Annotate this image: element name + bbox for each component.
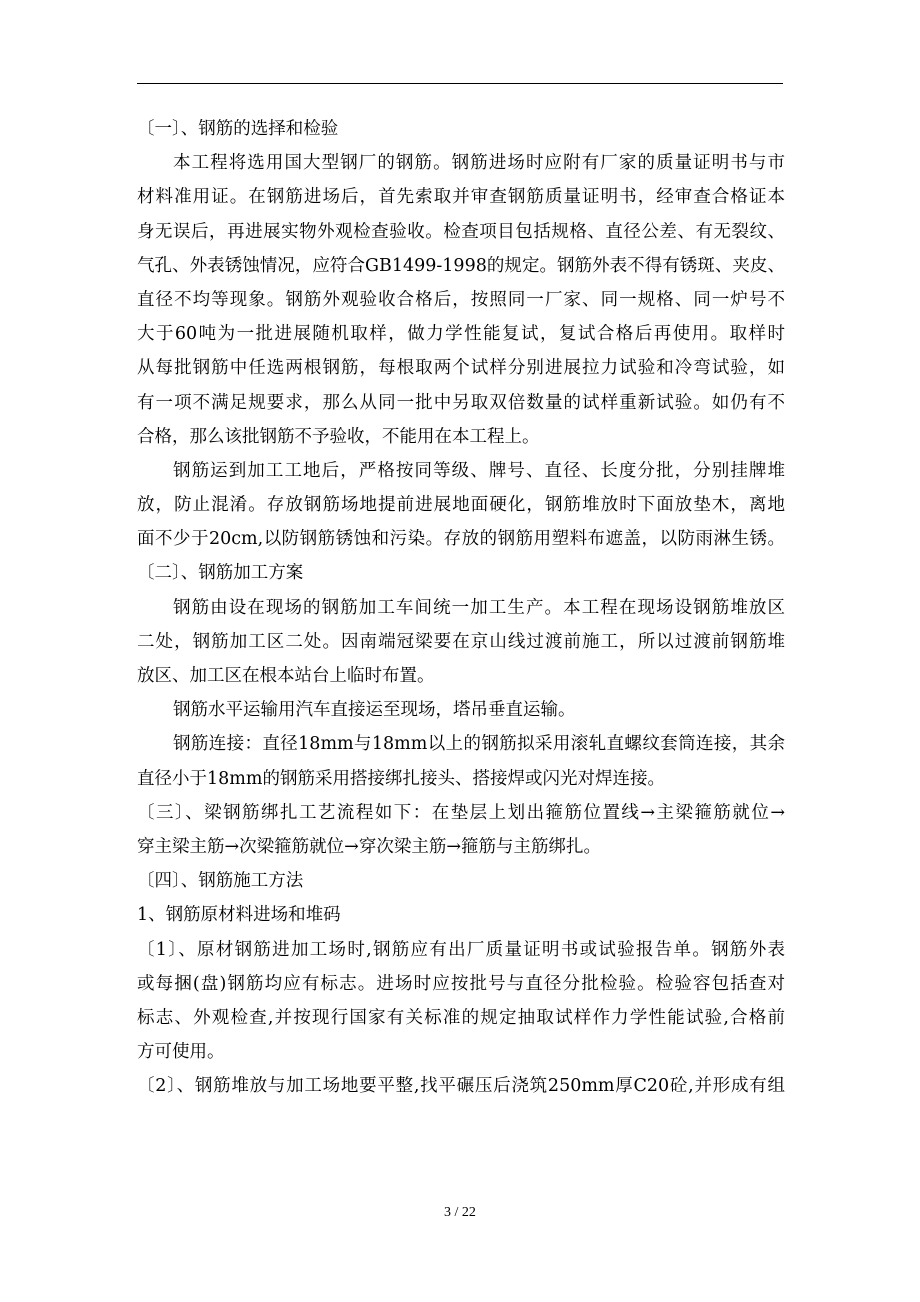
text-line: 大于60吨为一批进展随机取样，做力学性能复试，复试合格后再使用。取样时 [137,324,785,345]
text-line: 〔三〕、梁钢筋绑扎工艺流程如下：在垫层上划出箍筋位置线→主梁箍筋就位→ [137,802,785,823]
text-line: 〔2〕、钢筋堆放与加工场地要平整,找平碾压后浇筑250mm厚C20砼,并形成有组 [137,1076,785,1097]
text-line: 放，防止混淆。存放钢筋场地提前进展地面硬化，钢筋堆放时下面放垫木，离地 [137,495,785,516]
text-line: 材料准用证。在钢筋进场后，首先索取并审查钢筋质量证明书，经审查合格证本 [137,187,785,208]
text-line: 有一项不满足规要求，那么从同一批中另取双倍数量的试样重新试验。如仍有不 [137,392,785,413]
text-line: 〔1〕、原材钢筋进加工场时,钢筋应有出厂质量证明书或试验报告单。钢筋外表 [137,939,785,960]
document-body [137,112,785,1103]
text-line: 方可使用。 [137,1042,225,1063]
text-line: 〔二〕、钢筋加工方案 [137,563,304,584]
text-line: 直径不均等现象。钢筋外观验收合格后，按照同一厂家、同一规格、同一炉号不 [137,289,785,310]
page-number: 3 / 22 [444,1205,476,1220]
text-line: 或每捆(盘)钢筋均应有标志。进场时应按批号与直径分批检验。检验容包括查对 [137,973,785,994]
text-line: 〔四〕、钢筋施工方法 [137,871,304,892]
text-line: 直径小于18mm的钢筋采用搭接绑扎接头、搭接焊或闪光对焊连接。 [137,768,665,789]
header-rule [137,83,783,84]
text-line: 穿主梁主筋→次梁箍筋就位→穿次梁主筋→箍筋与主筋绑扎。 [137,836,601,857]
text-line: 二处，钢筋加工区二处。因南端冠梁要在京山线过渡前施工，所以过渡前钢筋堆 [137,631,785,652]
text-line: 本工程将选用国大型钢厂的钢筋。钢筋进场时应附有厂家的质量证明书与市 [173,153,785,174]
text-line: 气孔、外表锈蚀情况，应符合GB1499-1998的规定。钢筋外表不得有锈斑、夹皮、 [137,255,785,276]
text-line: 合格，那么该批钢筋不予验收，不能用在本工程上。 [137,426,540,447]
text-line: 〔一〕、钢筋的选择和检验 [137,119,339,139]
text-line: 身无误后，再进展实物外观检查验收。检查项目包括规格、直径公差、有无裂纹、 [137,221,785,242]
text-line: 钢筋运到加工工地后，严格按同等级、牌号、直径、长度分批，分别挂牌堆 [173,460,785,481]
text-line: 1、钢筋原材料进场和堆码 [137,905,341,926]
text-line: 放区、加工区在根本站台上临时布置。 [137,666,435,686]
text-line: 从每批钢筋中任选两根钢筋，每根取两个试样分别进展拉力试验和冷弯试验，如 [137,358,785,379]
text-line: 钢筋连接：直径18mm与18mm以上的钢筋拟采用滚轧直螺纹套筒连接，其余 [173,734,785,755]
text-line: 标志、外观检查,并按现行国家有关标准的规定抽取试样作力学性能试验,合格前 [137,1007,785,1028]
text-line: 面不少于20cm,以防钢筋锈蚀和污染。存放的钢筋用塑料布遮盖，以防雨淋生锈。 [137,529,785,550]
text-line: 钢筋由设在现场的钢筋加工车间统一加工生产。本工程在现场设钢筋堆放区 [173,597,785,618]
text-line: 钢筋水平运输用汽车直接运至现场，塔吊垂直运输。 [173,700,576,721]
